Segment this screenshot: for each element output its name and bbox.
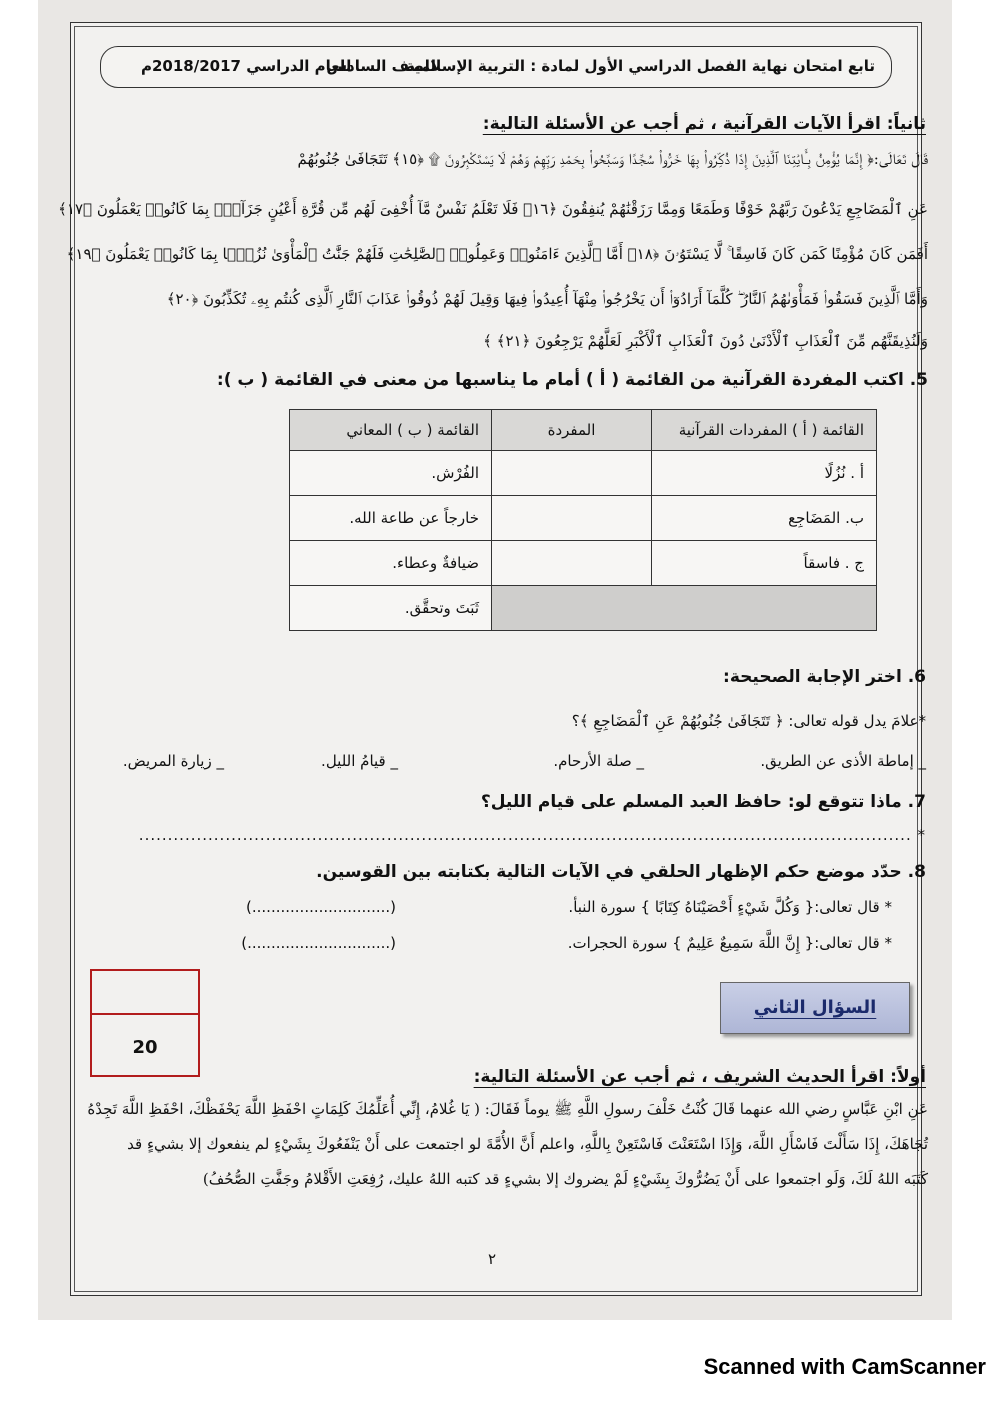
- list-a-item: ج . فاسقاً: [652, 541, 877, 586]
- answer-cell[interactable]: [492, 496, 652, 541]
- list-a-item: أ . نُزُلًا: [652, 451, 877, 496]
- score-divider: [92, 1013, 198, 1015]
- score-box: [90, 969, 200, 1077]
- q6-option-1[interactable]: _ إماطة الأذى عن الطريق.: [760, 752, 926, 770]
- verse-line-1: قَالَ تَعَالَى:﴿ إِنَّمَا يُؤْمِنُ بِـَٔايَٰتِنَا ٱلَّذِينَ إِذَا ذُكِّرُوا۟ بِهَا خَرُّوا۟ سُجَّدًا وَسَبَّحُوا۟ بِحَمْدِ رَبِّهِمْ وَهُمْ لَا يَسْتَكْبِرُونَ ۩ ﴿١٥﴾ تَتَجَافَىٰ جُنُوبُهُمْ: [297, 150, 928, 168]
- q6-option-2[interactable]: _ صلة الأرحام.: [553, 752, 644, 770]
- table-row: [290, 496, 877, 541]
- q8-item-1: * قال تعالى:{ وَكُلَّ شَيْءٍ أَحْصَيْنَاهُ كِتَابًا } سورة النبأ.: [568, 898, 892, 916]
- q7-answer-line[interactable]: * ......................................................................................................................................: [138, 826, 926, 844]
- header-word: المفردة: [492, 410, 652, 451]
- q8-prompt: 8. حدّد موضع حكم الإظهار الحلقي في الآيات التالية بكتابته بين القوسين.: [316, 862, 926, 882]
- verse-line-2: عَنِ ٱلْمَضَاجِعِ يَدْعُونَ رَبَّهُمْ خَوْفًا وَطَمَعًا وَمِمَّا رَزَقْنَٰهُمْ يُنفِقُونَ ﴿١٦﴾ فَلَا تَعْلَمُ نَفْسٌ مَّآ أُخْفِىَ لَهُم مِّن قُرَّةِ أَعْيُنٍ جَزَآءًۢ بِمَا كَانُوا۟ يَعْمَلُونَ ﴿١٧﴾: [58, 200, 928, 218]
- list-b-item: ضيافةٌ وعطاء.: [290, 541, 492, 586]
- list-b-item: ثَبَتَ وتحقَّق.: [290, 586, 492, 631]
- header-list-b: القائمة ( ب ) المعاني: [290, 410, 492, 451]
- exam-header: [100, 46, 892, 88]
- q8-item-2: * قال تعالى:{ إِنَّ اللَّهَ سَمِيعٌ عَلِيمٌ } سورة الحجرات.: [567, 934, 892, 952]
- q6-option-3[interactable]: _ قيامُ الليل.: [321, 752, 398, 770]
- list-b-item: خارجاً عن طاعة الله.: [290, 496, 492, 541]
- exam-title: تابع امتحان نهاية الفصل الدراسي الأول لمادة : التربية الإسلامية: [405, 57, 875, 75]
- hadith-line-2: تُجَاهَكَ، إِذَا سَأَلْتَ فَاسْأَلِ اللَّهَ، وَإِذَا اسْتَعَنْتَ فَاسْتَعِنْ بِاللَّهِ، واعلم أَنَّ الأُمَّةَ لو اجتمعت على أَنْ يَنْفَعُوكَ بِشَيْءٍ لم ينفعوك إلا بشيءٍ قد: [127, 1135, 928, 1153]
- verse-line-3: أَفَمَن كَانَ مُؤْمِنًا كَمَن كَانَ فَاسِقًا ۚ لَّا يَسْتَوُۥنَ ﴿١٨﴾ أَمَّا ٱلَّذِينَ ءَامَنُوا۟ وَعَمِلُوا۟ ٱلصَّٰلِحَٰتِ فَلَهُمْ جَنَّٰتُ ٱلْمَأْوَىٰ نُزُلًۢا بِمَا كَانُوا۟ يَعْمَلُونَ ﴿١٩﴾: [66, 245, 928, 263]
- verse-line-5: وَلَنُذِيقَنَّهُم مِّنَ ٱلْعَذَابِ ٱلْأَدْنَىٰ دُونَ ٱلْعَذَابِ ٱلْأَكْبَرِ لَعَلَّهُمْ يَرْجِعُونَ ﴿٢١﴾ ﴾: [483, 332, 928, 350]
- hadith-line-1: عَنِ ابْنِ عَبَّاسٍ رضي الله عنهما قَالَ كُنْتُ خَلْفَ رسولِ اللَّهِ ﷺ يوماً فَقَالَ: ( يَا غُلامُ، إِنِّي أُعَلِّمُكَ كَلِمَاتٍ احْفَظِ اللَّهَ يَحْفَظْكَ، احْفَظِ اللَّهَ تَجِدْهُ: [87, 1100, 928, 1118]
- school-year: للعام الدراسي 2018/2017م: [141, 57, 352, 75]
- q5-prompt: 5. اكتب المفردة القرآنية من القائمة ( أ ) أمام ما يناسبها من معنى في القائمة ( ب ):: [216, 370, 928, 390]
- answer-cell[interactable]: [492, 451, 652, 496]
- list-b-item: الفُرْش.: [290, 451, 492, 496]
- scanner-watermark: Scanned with CamScanner: [703, 1354, 986, 1379]
- table-row: [290, 586, 877, 631]
- score-total: 20: [132, 1037, 158, 1058]
- section-heading: ثانياً: اقرأ الآيات القرآنية ، ثم أجب عن الأسئلة التالية:: [482, 114, 926, 134]
- question-two-title: السؤال الثاني: [720, 982, 910, 1034]
- table-row: [290, 541, 877, 586]
- q8-blank-1[interactable]: (.............................): [246, 898, 396, 916]
- verse-line-4: وَأَمَّا ٱلَّذِينَ فَسَقُوا۟ فَمَأْوَىٰهُمُ ٱلنَّارُ ۖ كُلَّمَآ أَرَادُوٓا۟ أَن يَخْرُجُوا۟ مِنْهَآ أُعِيدُوا۟ فِيهَا وَقِيلَ لَهُمْ ذُوقُوا۟ عَذَابَ ٱلنَّارِ ٱلَّذِى كُنتُم بِهِۦ تُكَذِّبُونَ ﴿٢٠﴾: [166, 290, 928, 308]
- page-number: ٢: [488, 1250, 497, 1268]
- q6-prompt: 6. اختر الإجابة الصحيحة:: [723, 667, 926, 687]
- q6-option-4[interactable]: _ زيارة المريض.: [122, 752, 224, 770]
- hadith-line-3: كَتَبَه اللهُ لَكَ، وَلَو اجتمعوا على أَنْ يَضُرُّوكَ بِشَيْءٍ لَمْ يضروك إلا بشيءٍ قد كتبه اللهُ عليك، رُفِعَتِ الأَقْلامُ وجَفَّتِ الصُّحُفُ): [202, 1170, 928, 1188]
- grade-label: للصف السادس: [326, 57, 436, 75]
- table-row: [290, 451, 877, 496]
- q6-question: *علامَ يدل قوله تعالى: ﴿ تَتَجَافَىٰ جُنُوبُهُمْ عَنِ ٱلْمَضَاجِعِ ﴾؟: [571, 712, 926, 730]
- matching-table: [289, 409, 877, 631]
- hadith-heading: أولاً: اقرأ الحديث الشريف ، ثم أجب عن الأسئلة التالية:: [473, 1067, 926, 1087]
- header-list-a: القائمة ( أ ) المفردات القرآنية: [652, 410, 877, 451]
- list-a-item: ب. المَضَاجِع: [652, 496, 877, 541]
- q7-prompt: 7. ماذا تتوقع لو: حافظ العبد المسلم على قيام الليل؟: [480, 792, 926, 812]
- shaded-cell: [492, 586, 877, 631]
- q8-blank-2[interactable]: (..............................): [241, 934, 396, 952]
- answer-cell[interactable]: [492, 541, 652, 586]
